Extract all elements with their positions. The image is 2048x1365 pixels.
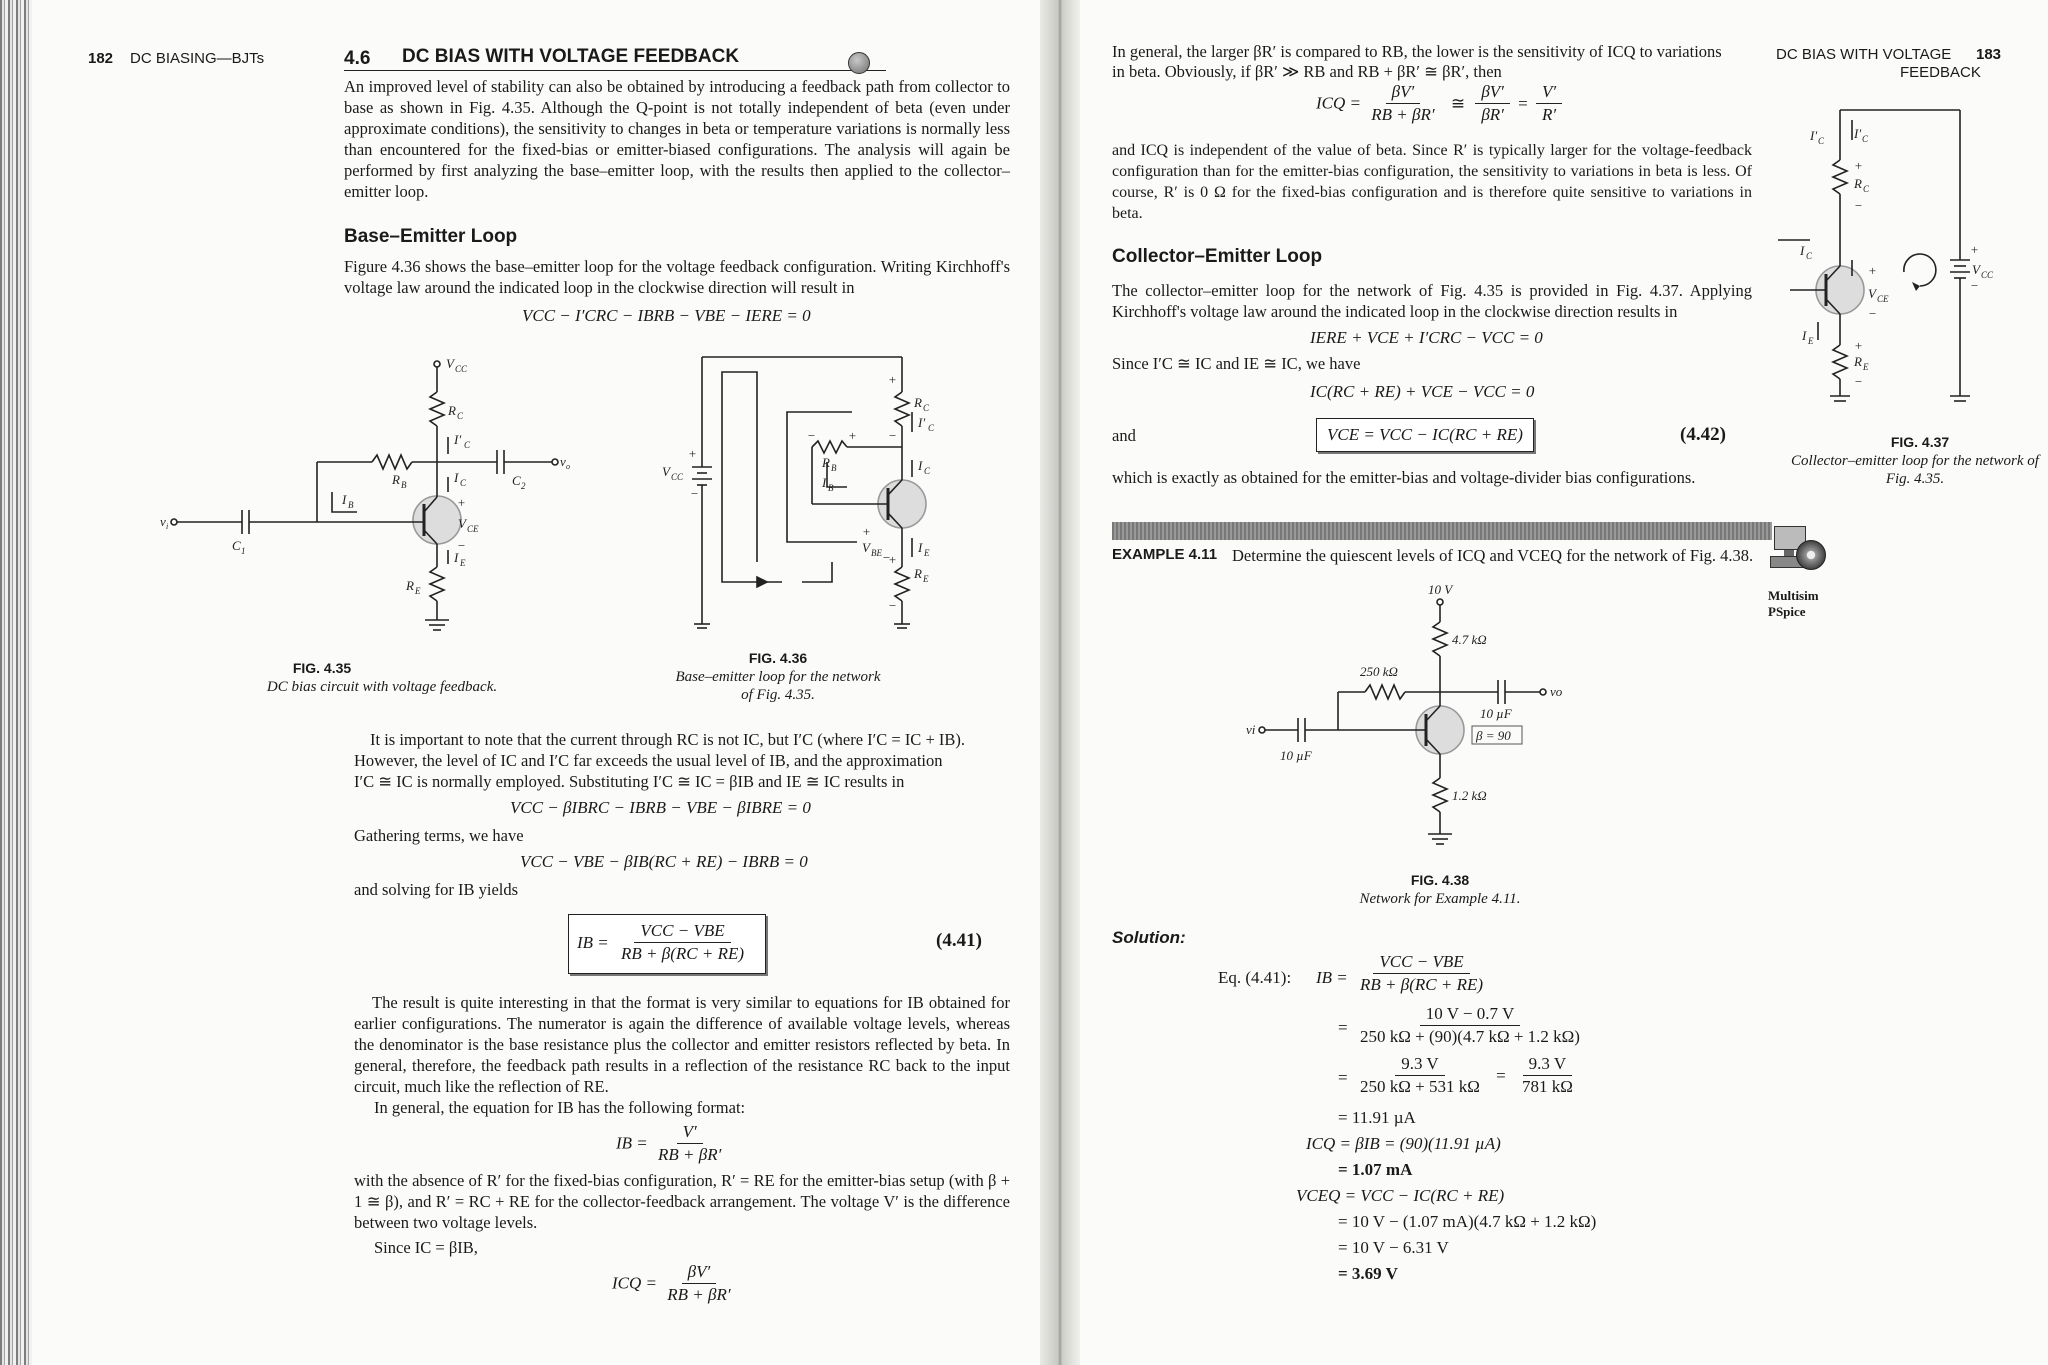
sol-frac1-den: RB + β(RC + RE) xyxy=(1360,975,1483,994)
eq-4-41-lhs: IB = xyxy=(577,933,609,952)
svg-text:I′: I′ xyxy=(454,432,462,447)
svg-text:CE: CE xyxy=(1877,294,1889,304)
sol-eq-ref: Eq. (4.41): xyxy=(1218,968,1292,987)
book-gutter xyxy=(1040,0,1080,1365)
para3-line1: It is important to note that the current through RC is not IC, but I′C (where I′C = IC + IB). xyxy=(370,730,965,749)
svg-text:I: I xyxy=(342,492,347,507)
fig438-rc: 4.7 kΩ xyxy=(1452,632,1487,647)
general-eq xyxy=(616,1122,727,1165)
rp-icq-n1: βV′ xyxy=(1386,82,1421,104)
svg-text:−: − xyxy=(1854,374,1863,389)
svg-text:CE: CE xyxy=(467,524,479,534)
section-number: 4.6 xyxy=(344,48,371,69)
svg-text:−: − xyxy=(888,598,897,613)
svg-text:I: I xyxy=(918,458,923,473)
svg-text:I: I xyxy=(1800,243,1805,258)
fig438-vcc: 10 V xyxy=(1428,582,1453,597)
intro-paragraph: An improved level of stability can also be obtained by introducing a feedback path from collector to base as shown in Fig. 4.35. Although the Q-point is not totally independent of beta (even under approximate conditions), the sensitivity to changes in beta or temperature variations is normally less than encountered for the fixed-bias or emitter-biased configurations. The analysis will again be performed by first analyzing the base–emitter loop, with the results then applied to the collector–emitter loop. xyxy=(344,77,1010,201)
section-rule xyxy=(344,70,886,71)
rp-para1-line2: in beta. Obviously, if βR′ ≫ RB and RB + βR′ ≅ βR′, then xyxy=(1112,62,1502,81)
svg-text:CC: CC xyxy=(671,472,684,482)
svg-text:C: C xyxy=(232,538,241,553)
svg-text:E: E xyxy=(415,586,421,596)
sol-eq3-equals: = xyxy=(1338,1068,1348,1087)
svg-text:E: E xyxy=(1808,336,1814,346)
svg-text:C: C xyxy=(928,423,935,433)
svg-text:E: E xyxy=(923,574,929,584)
svg-text:−: − xyxy=(888,428,897,443)
svg-text:V: V xyxy=(1972,262,1980,277)
svg-text:I: I xyxy=(454,550,459,565)
rp-icq-equals: = xyxy=(1518,93,1528,113)
rp-para4: which is exactly as obtained for the emitter-bias and voltage-divider bias configurations. xyxy=(1112,468,1696,487)
svg-text:I′: I′ xyxy=(918,415,926,430)
fig-4-38-circuit xyxy=(1240,580,1580,860)
fig-4-36-circuit xyxy=(612,352,942,642)
rp-icq-frac1 xyxy=(1365,82,1440,125)
rp-page-number: 183 xyxy=(1976,46,2002,63)
general-eq-numerator: V′ xyxy=(677,1122,703,1144)
svg-text:+: + xyxy=(457,495,466,510)
r-prime-paragraph: with the absence of R′ for the fixed-bias configuration, R′ = RE for the emitter-bias setup (with β + 1 ≅ β), and R′ = RC + RE for the collector-feedback arrangement. The voltage V′ is the difference between two voltage levels. xyxy=(354,1171,1010,1232)
fig-4-35-number: FIG. 4.35 xyxy=(292,660,352,676)
svg-text:C: C xyxy=(457,411,464,421)
svg-text:I: I xyxy=(1802,328,1807,343)
fig-4-37-caption: Collector–emitter loop for the network of Fig. 4.35. xyxy=(1791,453,2039,487)
svg-text:1: 1 xyxy=(241,546,246,556)
fig-4-37-circuit xyxy=(1770,100,2040,420)
sol-frac4-den: 781 kΩ xyxy=(1521,1077,1573,1096)
svg-text:I′: I′ xyxy=(1810,128,1818,143)
svg-text:−: − xyxy=(882,550,891,565)
fig-4-35-circuit xyxy=(152,352,582,642)
icq-eq-fraction xyxy=(661,1262,736,1305)
fig438-cin: 10 µF xyxy=(1280,748,1312,763)
sol-frac3-num: 9.3 V xyxy=(1395,1054,1444,1076)
rp-ce-kvl-eq: IERE + VCE + I′CRC − VCC = 0 xyxy=(1310,328,1543,347)
left-page xyxy=(32,0,1040,1365)
eq-4-41-box xyxy=(568,914,766,974)
rp-running-head-1: DC BIAS WITH VOLTAGE xyxy=(1776,46,1952,63)
rp-ce-eq: IC(RC + RE) + VCE − VCC = 0 xyxy=(1310,382,1535,401)
svg-text:−: − xyxy=(457,538,466,553)
svg-text:−: − xyxy=(690,486,699,501)
svg-text:R: R xyxy=(392,472,400,487)
svg-text:C: C xyxy=(464,440,471,450)
sol-eq2-equals: = xyxy=(1338,1018,1348,1037)
svg-text:+: + xyxy=(1868,263,1877,278)
fig438-vo: vo xyxy=(1550,684,1563,699)
para3-line3: I′C ≅ IC is normally employed. Substituting I′C ≅ IC = βIB and IE ≅ IC results in xyxy=(354,772,905,791)
eq-4-41-fraction xyxy=(615,921,750,964)
svg-text:v: v xyxy=(160,514,166,529)
svg-text:V: V xyxy=(662,464,670,479)
icq-eq-denominator: RB + βR′ xyxy=(667,1285,731,1304)
rp-icq-lhs: ICQ = xyxy=(1316,93,1361,113)
rp-since-text: Since I′C ≅ IC and IE ≅ IC, we have xyxy=(1112,354,1361,373)
svg-text:V: V xyxy=(1868,286,1876,301)
rp-icq-n3: V′ xyxy=(1536,82,1562,104)
sol-frac2-num: 10 V − 0.7 V xyxy=(1420,1004,1520,1026)
svg-text:CC: CC xyxy=(455,364,468,374)
svg-text:+: + xyxy=(862,524,871,539)
base-emitter-paragraph: Figure 4.36 shows the base–emitter loop for the voltage feedback configuration. Writing Kirchhoff's voltage law around the indicated loop in the clockwise direction will result in xyxy=(344,257,1010,297)
fig-4-36-caption: Base–emitter loop for the network of Fig. 4.35. xyxy=(675,669,881,703)
fig438-beta: β = 90 xyxy=(1476,728,1511,743)
svg-text:+: + xyxy=(888,372,897,387)
example-text: Determine the quiescent levels of ICQ and VCEQ for the network of Fig. 4.38. xyxy=(1232,546,1754,565)
rp-para2: and ICQ is independent of the value of beta. Since R′ is typically larger for the voltage-feedback configuration than for the emitter-bias configuration, the sensitivity to variations in beta is less. Of course, R′ is 0 Ω for the fixed-bias configuration and is therefore quite sensitive to variations in beta. xyxy=(1112,142,1752,222)
rp-icq-d3: R′ xyxy=(1541,105,1557,124)
gathered-equation: VCC − VBE − βIB(RC + RE) − IBRB = 0 xyxy=(520,852,808,871)
svg-text:−: − xyxy=(1854,198,1863,213)
svg-text:o: o xyxy=(566,462,570,471)
svg-text:I: I xyxy=(918,540,923,555)
eq-4-42-box: VCE = VCC − IC(RC + RE) xyxy=(1316,418,1534,452)
svg-text:C: C xyxy=(1818,136,1825,146)
svg-text:+: + xyxy=(688,446,697,461)
example-label: EXAMPLE 4.11 xyxy=(1112,546,1218,563)
result-paragraph: The result is quite interesting in that the format is very similar to equations for IB obtained for earlier configurations. The numerator is again the difference of available voltage levels, whereas the denominator is the base resistance plus the collector and emitter resistors reflected by beta. In general, therefore, the feedback path results in a reflection of the resistance RC back to the input circuit, much like the reflection of RE. xyxy=(354,993,1010,1096)
right-page xyxy=(1080,0,2048,1365)
fig438-rb: 250 kΩ xyxy=(1360,664,1398,679)
rp-subhead: Collector–Emitter Loop xyxy=(1112,246,1323,267)
icq-eq xyxy=(612,1262,737,1305)
multisim-icon[interactable] xyxy=(1770,522,1830,582)
kvl-equation: VCC − I′CRC − IBRB − VBE − IERE = 0 xyxy=(522,306,811,325)
svg-text:C: C xyxy=(1863,184,1870,194)
rp-icq-n2: βV′ xyxy=(1475,82,1510,104)
svg-text:V: V xyxy=(862,540,870,555)
svg-text:R: R xyxy=(822,455,830,470)
sol-vce-2: = 10 V − (1.07 mA)(4.7 kΩ + 1.2 kΩ) xyxy=(1338,1212,1597,1231)
svg-text:C: C xyxy=(460,478,467,488)
svg-text:CC: CC xyxy=(1981,270,1994,280)
svg-text:+: + xyxy=(888,552,897,567)
running-head: DC BIASING—BJTs xyxy=(130,50,265,67)
example-banner xyxy=(1112,522,1772,540)
rp-and-text: and xyxy=(1112,426,1136,445)
rp-para3: The collector–emitter loop for the network of Fig. 4.35 is provided in Fig. 4.37. Applying Kirchhoff's voltage law around the indicated loop in the clockwise direction results in xyxy=(1112,281,1752,321)
fig-4-38-number: FIG. 4.38 xyxy=(1410,872,1470,888)
general-format-text: In general, the equation for IB has the following format: xyxy=(374,1098,746,1117)
svg-text:C: C xyxy=(1806,251,1813,261)
fig438-cout: 10 µF xyxy=(1480,706,1512,721)
rp-icq-d2: βR′ xyxy=(1481,105,1504,124)
icq-eq-numerator: βV′ xyxy=(682,1262,717,1284)
svg-text:+: + xyxy=(1854,158,1863,173)
fig-4-37-number: FIG. 4.37 xyxy=(1890,434,1950,450)
svg-text:−: − xyxy=(1970,278,1979,293)
svg-text:R: R xyxy=(448,403,456,418)
eq-4-41-numerator: VCC − VBE xyxy=(634,921,730,943)
page-stack-edge xyxy=(0,0,32,1365)
svg-text:E: E xyxy=(460,558,466,568)
rp-icq-approx: ≅ xyxy=(1450,93,1466,113)
fig438-vi: vi xyxy=(1246,722,1256,737)
sol-frac1-num: VCC − VBE xyxy=(1373,952,1469,974)
svg-text:i: i xyxy=(166,522,169,531)
svg-text:I′: I′ xyxy=(1854,126,1862,141)
svg-text:R: R xyxy=(914,395,922,410)
sol-frac3-den: 250 kΩ + 531 kΩ xyxy=(1360,1077,1480,1096)
sol-frac2-den: 250 kΩ + (90)(4.7 kΩ + 1.2 kΩ) xyxy=(1360,1027,1580,1046)
svg-text:B: B xyxy=(401,480,407,490)
svg-text:B: B xyxy=(831,463,837,473)
sol-frac4-num: 9.3 V xyxy=(1523,1054,1572,1076)
general-eq-lhs: IB = xyxy=(616,1133,648,1153)
eq-4-41-denominator: RB + β(RC + RE) xyxy=(621,944,744,963)
general-eq-denominator: RB + βR′ xyxy=(658,1145,722,1164)
svg-text:C: C xyxy=(512,473,521,488)
svg-text:R: R xyxy=(914,566,922,581)
page-number: 182 xyxy=(88,50,114,67)
fig-4-38-caption: Network for Example 4.11. xyxy=(1359,891,1521,907)
gathering-text: Gathering terms, we have xyxy=(354,826,524,845)
svg-text:R: R xyxy=(1854,354,1862,369)
rp-icq-d1: RB + βR′ xyxy=(1371,105,1435,124)
rp-icq-eq xyxy=(1316,82,1562,125)
fig438-re: 1.2 kΩ xyxy=(1452,788,1487,803)
fig-4-36-number: FIG. 4.36 xyxy=(748,650,808,666)
svg-text:V: V xyxy=(458,516,466,531)
svg-text:C: C xyxy=(924,466,931,476)
pspice-label: PSpice xyxy=(1768,604,1806,619)
sol-ib-value: = 11.91 µA xyxy=(1338,1108,1416,1127)
general-eq-fraction xyxy=(652,1122,727,1165)
sol-ib-lhs: IB = xyxy=(1316,968,1348,987)
svg-text:I: I xyxy=(822,475,827,490)
section-marker-icon xyxy=(848,52,870,74)
svg-text:B: B xyxy=(348,500,354,510)
para3-line2: However, the level of IC and I′C far exceeds the usual level of IB, and the approximation xyxy=(354,751,943,770)
svg-text:E: E xyxy=(924,548,930,558)
icq-eq-lhs: ICQ = xyxy=(612,1273,657,1293)
eq-4-42-label: (4.42) xyxy=(1680,424,1726,445)
svg-text:v: v xyxy=(560,454,566,469)
sol-frac1 xyxy=(1354,952,1489,995)
svg-text:I: I xyxy=(454,470,459,485)
section-title: DC BIAS WITH VOLTAGE FEEDBACK xyxy=(402,46,740,67)
svg-text:+: + xyxy=(848,428,857,443)
solving-text: and solving for IB yields xyxy=(354,880,519,899)
svg-text:BE: BE xyxy=(871,548,882,558)
sol-frac2 xyxy=(1354,1004,1586,1047)
svg-text:−: − xyxy=(1868,306,1877,321)
svg-text:E: E xyxy=(1863,362,1869,372)
sol-icq: ICQ = βIB = (90)(11.91 µA) xyxy=(1306,1134,1501,1153)
svg-text:R: R xyxy=(1854,176,1862,191)
svg-text:2: 2 xyxy=(521,481,526,491)
svg-text:R: R xyxy=(406,578,414,593)
rp-running-head-2: FEEDBACK xyxy=(1900,64,1981,81)
sol-vce: VCEQ = VCC − IC(RC + RE) xyxy=(1296,1186,1505,1205)
rp-icq-frac2 xyxy=(1475,82,1510,125)
sol-vce-3: = 10 V − 6.31 V xyxy=(1338,1238,1449,1257)
multisim-label: Multisim xyxy=(1768,588,1819,603)
since-text: Since IC = βIB, xyxy=(374,1238,478,1257)
svg-text:C: C xyxy=(1862,134,1869,144)
solution-label: Solution: xyxy=(1112,928,1186,947)
fig-4-35-caption: DC bias circuit with voltage feedback. xyxy=(266,679,498,695)
substituted-equation: VCC − βIBRC − IBRB − VBE − βIBRE = 0 xyxy=(510,798,811,817)
sol-icq-value: = 1.07 mA xyxy=(1338,1160,1413,1179)
sol-vce-value: = 3.69 V xyxy=(1338,1264,1398,1283)
eq-4-41-label: (4.41) xyxy=(936,930,982,951)
svg-text:B: B xyxy=(828,483,834,493)
svg-text:−: − xyxy=(807,428,816,443)
svg-text:+: + xyxy=(1854,338,1863,353)
sol-frac3: $\frac{9.3 V}{250 k\Omega + 531 k\Omega}$ = $\frac{9.3 V}{781 k\Omega}$ xyxy=(1354,1054,1579,1097)
rp-icq-frac3 xyxy=(1536,82,1562,125)
subhead-base-emitter: Base–Emitter Loop xyxy=(344,226,518,247)
svg-text:C: C xyxy=(923,403,930,413)
svg-text:+: + xyxy=(1970,242,1979,257)
svg-text:V: V xyxy=(446,356,454,371)
rp-para1-line1: In general, the larger βR′ is compared to RB, the lower is the sensitivity of ICQ to variations xyxy=(1112,42,1722,61)
